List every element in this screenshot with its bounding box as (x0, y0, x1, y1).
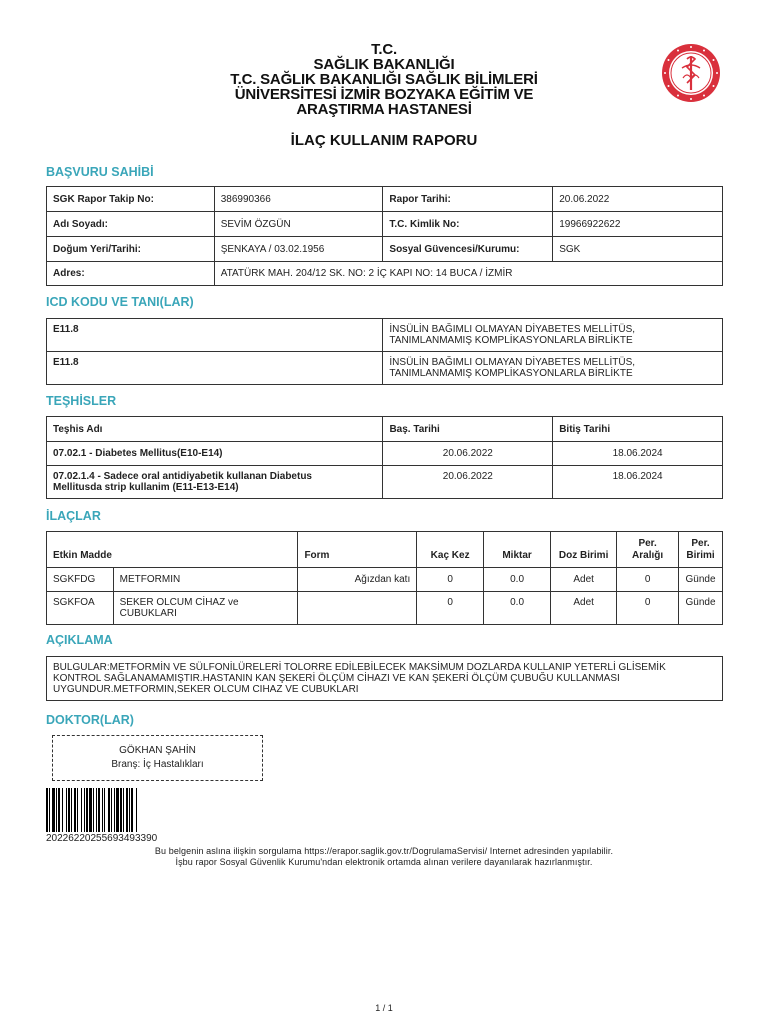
doctor-name: GÖKHAN ŞAHİN (119, 745, 196, 756)
diagnosis-name-line: Mellitusda strip kullanim (E11-E13-E14) (53, 482, 239, 493)
drugs-table (46, 531, 723, 625)
description-box (46, 656, 723, 701)
header-start-date: Baş. Tarihi (383, 417, 553, 442)
label-name: Adı Soyadı: (47, 212, 215, 237)
drug-period-unit: Günde (679, 592, 723, 625)
drug-code: SGKFOA (47, 592, 114, 625)
header-end-date: Bitiş Tarihi (553, 417, 723, 442)
icd-desc-line: İNSÜLİN BAĞIMLI OLMAYAN DİYABETES MELLİTÜS, (389, 357, 636, 368)
header-period-unit: Per. (691, 537, 710, 549)
header-period-interval: Per. (638, 537, 657, 549)
drug-period-interval: 0 (617, 592, 679, 625)
section-title-diagnoses: TEŞHİSLER (46, 394, 117, 408)
header-line-hospital-1: T.C. SAĞLIK BAKANLIĞI SAĞLIK BİLİMLERİ (230, 71, 538, 88)
header-line-hospital-3: ARAŞTIRMA HASTANESİ (296, 101, 472, 118)
description-line: UYGUNDUR.METFORMIN,SEKER OLCUM CIHAZ VE CUBUKLARI (53, 684, 359, 695)
label-insurance: Sosyal Güvencesi/Kurumu: (383, 237, 553, 262)
drug-code: SGKFDG (47, 568, 114, 592)
drug-name-line: CUBUKLARI (119, 608, 177, 619)
header-line-hospital-2: ÜNİVERSİTESİ İZMİR BOZYAKA EĞİTİM VE (234, 86, 534, 103)
doctor-branch: Branş: İç Hastalıkları (111, 759, 204, 770)
diagnoses-table (46, 416, 723, 499)
diagnosis-start: 20.06.2022 (383, 442, 553, 466)
diagnosis-name: 07.02.1 - Diabetes Mellitus(E10-E14) (47, 442, 383, 466)
value-report-date: 20.06.2022 (553, 187, 723, 212)
applicant-row (47, 187, 723, 212)
value-name: SEVİM ÖZGÜN (214, 212, 383, 237)
footer-line: Bu belgenin aslına ilişkin sorgulama https://erapor.saglik.gov.tr/DogrulamaServisi/ Internet adresinden yapılabilir. (154, 846, 614, 856)
header-quantity: Miktar (484, 532, 551, 568)
header-active-ingredient: Etkin Madde (47, 532, 298, 568)
header-line-tc: T.C. (371, 41, 397, 58)
drug-dose-unit: Adet (551, 592, 617, 625)
barcode-icon (46, 788, 172, 832)
drug-times: 0 (417, 592, 484, 625)
applicant-row (47, 237, 723, 262)
table-row (47, 442, 723, 466)
drug-name-line: SEKER OLCUM CİHAZ ve (119, 597, 239, 608)
drug-name: METFORMIN (113, 568, 298, 592)
icd-desc-line: TANIMLANMAMIŞ KOMPLİKASYONLARLA BİRLİKTE (389, 368, 633, 379)
section-title-description: AÇIKLAMA (46, 633, 113, 647)
diagnosis-name-line: 07.02.1.4 - Sadece oral antidiyabetik kullanan Diabetus (53, 471, 312, 482)
description-line: KONTROL SAĞLANAMAMIŞTIR.HASTANIN KAN ŞEKERİ ÖLÇÜM CİHAZI VE KAN ŞEKERİ ÖLÇÜM ÇUBUĞU KULLANMASI (53, 673, 620, 684)
header-dose-unit: Doz Birimi (551, 532, 617, 568)
table-row (47, 352, 723, 385)
diagnosis-end: 18.06.2024 (553, 442, 723, 466)
header-times: Kaç Kez (417, 532, 484, 568)
section-title-icd: ICD KODU VE TANI(LAR) (46, 295, 194, 309)
applicant-row (47, 212, 723, 237)
applicant-table (46, 186, 723, 286)
header-diagnosis-name: Teşhis Adı (47, 417, 383, 442)
diagnosis-end: 18.06.2024 (553, 466, 723, 499)
doctor-box (52, 735, 263, 781)
label-address: Adres: (47, 262, 215, 286)
header-period-interval: Aralığı (632, 549, 664, 561)
value-tc-id: 19966922622 (553, 212, 723, 237)
section-title-drugs: İLAÇLAR (46, 509, 101, 523)
value-sgk-tracking: 386990366 (214, 187, 383, 212)
drug-form (298, 592, 417, 625)
value-birth: ŞENKAYA / 03.02.1956 (214, 237, 383, 262)
ministry-logo-icon (660, 42, 722, 104)
footer-line: İşbu rapor Sosyal Güvenlik Kurumu'ndan elektronik ortamda alınan verilere dayanılarak hazırlanmıştır. (175, 857, 593, 867)
barcode-number: 20226220255693493390 (46, 833, 158, 844)
label-tc-id: T.C. Kimlik No: (383, 212, 553, 237)
value-address: ATATÜRK MAH. 204/12 SK. NO: 2 İÇ KAPI NO: 14 BUCA / İZMİR (214, 262, 722, 286)
drug-quantity: 0.0 (484, 592, 551, 625)
value-insurance: SGK (553, 237, 723, 262)
header-line-ministry: SAĞLIK BAKANLIĞI (313, 56, 455, 73)
icd-table (46, 318, 723, 385)
header-period-unit: Birimi (686, 549, 715, 561)
icd-desc-line: İNSÜLİN BAĞIMLI OLMAYAN DİYABETES MELLİTÜS, (389, 324, 636, 335)
diagnosis-start: 20.06.2022 (383, 466, 553, 499)
drug-form: Ağızdan katı (298, 568, 417, 592)
section-title-applicant: BAŞVURU SAHİBİ (46, 165, 154, 179)
footer-note (0, 846, 768, 868)
drug-period-interval: 0 (617, 568, 679, 592)
header-form: Form (298, 532, 417, 568)
description-line: BULGULAR:METFORMİN VE SÜLFONİLÜRELERİ TOLORRE EDİLEBİLECEK MAKSİMUM DOZLARDA KULLANIP YETERLİ GLİSEMİK (53, 662, 666, 673)
label-report-date: Rapor Tarihi: (383, 187, 553, 212)
drug-quantity: 0.0 (484, 568, 551, 592)
hospital-header (150, 42, 618, 117)
section-title-doctors: DOKTOR(LAR) (46, 713, 134, 727)
table-header-row (47, 417, 723, 442)
icd-desc-line: TANIMLANMAMIŞ KOMPLİKASYONLARLA BİRLİKTE (389, 335, 633, 346)
report-title: İLAÇ KULLANIM RAPORU (290, 132, 478, 149)
icd-code: E11.8 (47, 352, 383, 385)
page-number: 1 / 1 (375, 1003, 393, 1013)
label-birth: Doğum Yeri/Tarihi: (47, 237, 215, 262)
drug-times: 0 (417, 568, 484, 592)
drug-period-unit: Günde (679, 568, 723, 592)
table-row (47, 592, 723, 625)
icd-code: E11.8 (47, 319, 383, 352)
drug-dose-unit: Adet (551, 568, 617, 592)
table-header-row (47, 532, 723, 568)
applicant-row (47, 262, 723, 286)
table-row (47, 466, 723, 499)
label-sgk-tracking: SGK Rapor Takip No: (47, 187, 215, 212)
table-row (47, 568, 723, 592)
table-row (47, 319, 723, 352)
